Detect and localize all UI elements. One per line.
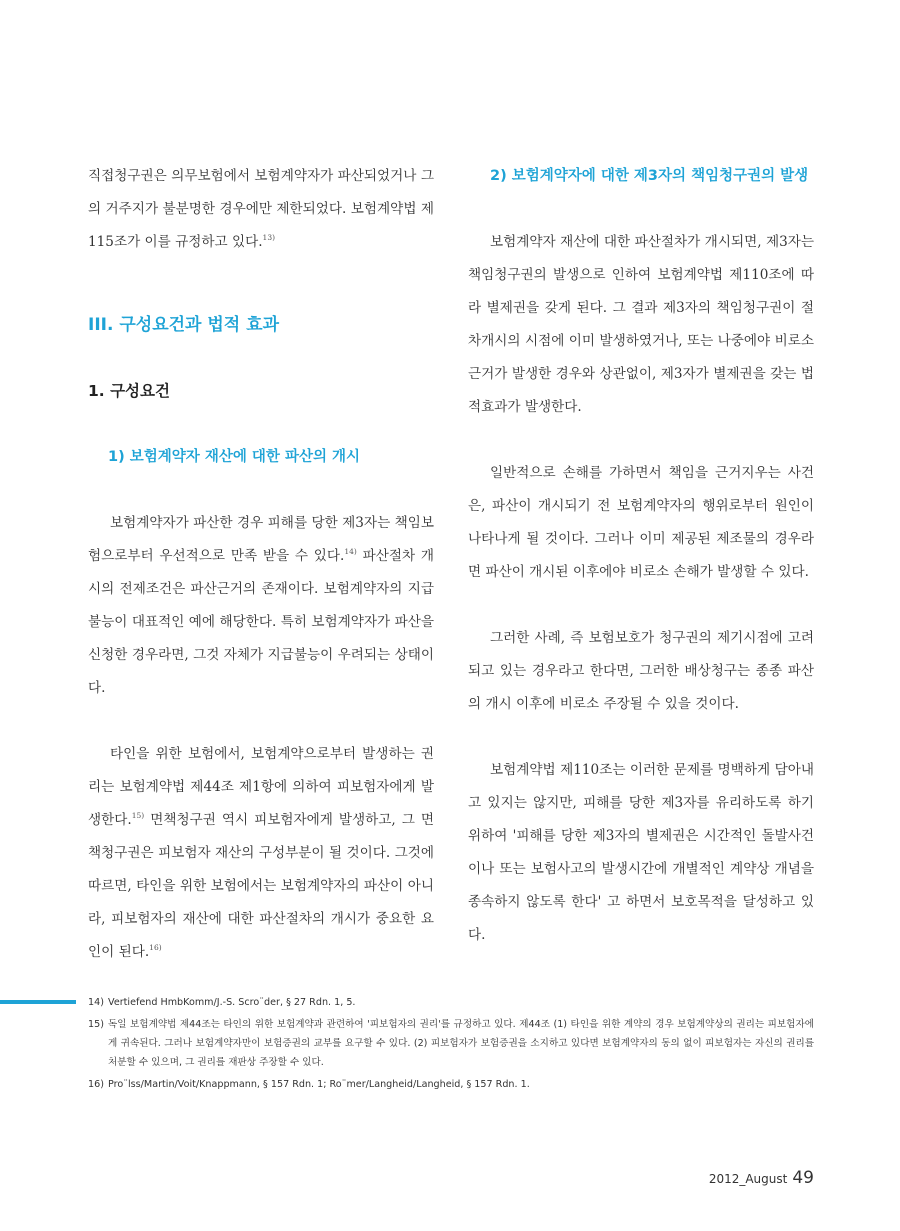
paragraph-claim-cases: 그러한 사례, 즉 보험보호가 청구권의 제기시점에 고려되고 있는 경우라고 한다면, 그러한 배상청구는 종종 파산의 개시 이후에 비로소 주장될 수 있을 것이다. [468,630,814,712]
subsubsection-heading-left: 1) 보험계약자 재산에 대한 파산의 개시 [108,449,361,465]
footnote-ref-14[interactable]: 14) [344,547,357,556]
footnote-accent-bar [0,1000,76,1004]
paragraph-insured-rights: 타인을 위한 보험에서, 보험계약으로부터 발생하는 권리는 보험계약법 제44조 제1항에 의하여 피보험자에게 발생한다.$^{15)}$ 면책청구권 역시 피보험자에게 발생하고, 그 면책청구권은 피보험자 재산의 구성부분이 될 것이다. 그것에 따르면, 타인을 위한 보험에서는 보험계약자의 파산이 아니라, 피보험자의 재산에 대한 파산절차의 개시가 중요한 요인이 된다.$^{16)}$ [88,746,434,960]
left-column [88,160,434,969]
paragraph-article-110: 보험계약법 제110조는 이러한 문제를 명백하게 담아내고 있지는 않지만, 피해를 당한 제3자를 유리하도록 하기 위하여 '피해를 당한 제3자의 별제권은 시간적인 돌발사건이나 또는 보험사고의 발생시간에 개별적인 계약상 개념을 종속하지 않도록 한다' 고 하면서 보호목적을 달성하고 있다. [468,762,814,943]
right-column [468,160,814,952]
paragraph-separation-right: 보험계약자 재산에 대한 파산절차가 개시되면, 제3자는 책임청구권의 발생으로 인하여 보험계약법 제110조에 따라 별제권을 갖게 된다. 그 결과 제3자의 책임청구권이 절차개시의 시점에 이미 발생하였거나, 또는 나중에야 비로소 근거가 발생한 경우와 상관없이, 제3자가 별제권을 갖는 법적효과가 발생한다. [468,234,814,415]
footnote-ref-16[interactable]: 16) [149,943,162,952]
issue-label: 2012_August [708,1172,788,1186]
subsection-heading: 1. 구성요건 [88,382,170,400]
intro-paragraph: 직접청구권은 의무보험에서 보험계약자가 파산되었거나 그의 거주지가 불분명한 경우에만 제한되었다. 보험계약법 제115조가 이를 규정하고 있다.$^{13)}$ [88,168,434,250]
footnote-ref-13[interactable]: 13) [262,233,276,242]
paragraph-bankruptcy: 보험계약자가 파산한 경우 피해를 당한 제3자는 책임보험으로부터 우선적으로 만족 받을 수 있다.$^{14)}$ 파산절차 개시의 전제조건은 파산근거의 존재이다. 보험계약자의 지급불능이 대표적인 예에 해당한다. 특히 보험계약자가 파산을 신청한 경우라면, 그것 자체가 지급불능이 우려되는 상태이다. [88,515,434,696]
footnote-15: 15) 독일 보험계약법 제44조는 타인의 위한 보험계약과 관련하여 '피보험자의 권리'를 규정하고 있다. 제44조 (1) 타인을 위한 계약의 경우 보험계약상의 권리는 피보험자에게 귀속된다. 그러나 보험계약자만이 보험증권의 교부를 요구할 수 있다. (2) 피보험자가 보험증권을 소지하고 있다면 보험계약자의 동의 없이 피보험자는 자신의 권리를 처분할 수 있으며, 그 권리를 재판상 주장할 수 있다. [88,1019,814,1068]
paragraph-damage-timing: 일반적으로 손해를 가하면서 책임을 근거지우는 사건은, 파산이 개시되기 전 보험계약자의 행위로부터 원인이 나타나게 될 것이다. 그러나 이미 제공된 제조물의 경우라면 파산이 개시된 이후에야 비로소 손해가 발생할 수 있다. [468,465,814,580]
footnote-ref-15[interactable]: 15) [131,811,145,820]
subsubsection-heading-right: 2) 보험계약자에 대한 제3자의 책임청구권의 발생 [490,168,809,184]
page-number: 49 [792,1168,814,1188]
footnotes [88,993,814,1094]
footnote-14: 14) Vertiefend HmbKomm/J.-S. Scro¨der, § 27 Rdn. 1, 5. [88,997,356,1008]
footnote-16: 16) Pro¨lss/Martin/Voit/Knappmann, § 157 Rdn. 1; Ro¨mer/Langheid/Langheid, § 157 Rdn. 1. [88,1079,530,1090]
page-folio [709,1168,814,1188]
section-heading: III. 구성요건과 법적 효과 [88,315,279,335]
